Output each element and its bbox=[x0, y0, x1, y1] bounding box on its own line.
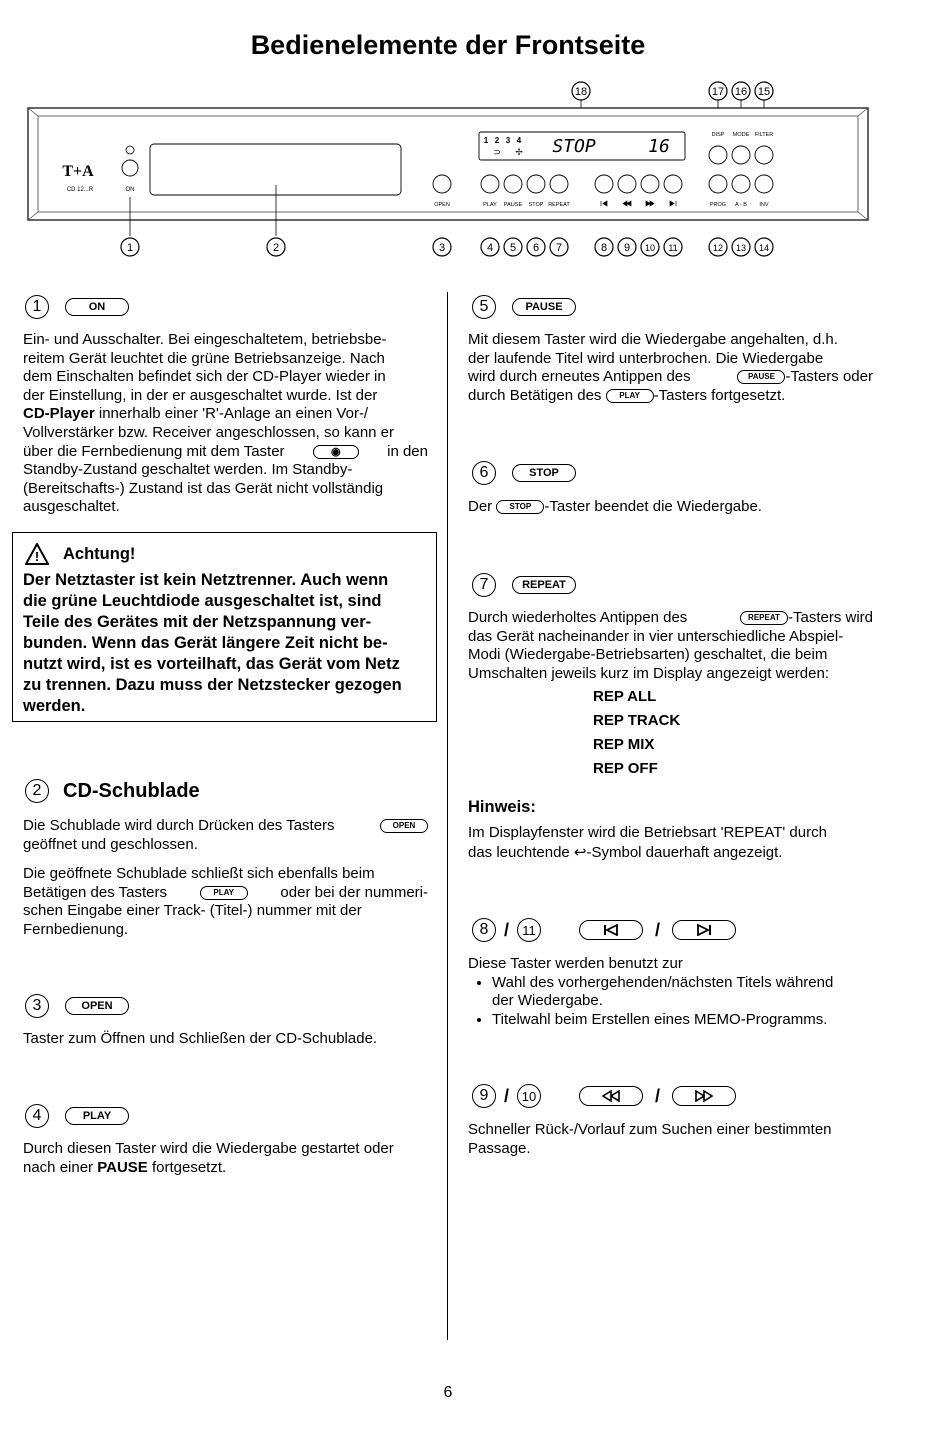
section-8-11-text: Diese Taster werden benutzt zur • Wahl des vorhergehenden/nächsten Titels während der Wiedergabe. • Titelwahl beim Erstellen eines MEMO-Programms. bbox=[468, 955, 873, 1029]
repeat-button-icon: REPEAT bbox=[512, 576, 576, 594]
repeat-button-icon: REPEAT bbox=[740, 611, 788, 625]
callout-18: 18 bbox=[574, 86, 588, 98]
section-number: 4 bbox=[25, 1104, 49, 1128]
warning-title: Achtung! bbox=[63, 544, 136, 563]
repeat-mode: REP MIX bbox=[593, 736, 655, 753]
section-2-header bbox=[25, 779, 200, 803]
section-number: 3 bbox=[25, 994, 49, 1018]
mix-symbol-icon: ✢ bbox=[515, 148, 523, 158]
bullet-item: • Wahl des vorhergehenden/nächsten Titels während der Wiedergabe. bbox=[492, 974, 873, 1011]
repeat-mode: REP TRACK bbox=[593, 712, 681, 729]
section-9-10-header: 9 / 10 / bbox=[472, 1084, 736, 1108]
section-number: 11 bbox=[517, 918, 541, 942]
warning-triangle-icon bbox=[25, 543, 49, 565]
display-num-1: 1 bbox=[483, 136, 489, 145]
repeat-mode: REP ALL bbox=[593, 688, 657, 705]
standby-button-icon: ◉ bbox=[313, 445, 359, 459]
repeat-label: REPEAT bbox=[548, 202, 570, 208]
repeat-modes-list bbox=[593, 685, 680, 781]
section-4-header bbox=[25, 1104, 129, 1128]
filter-label: FILTER bbox=[754, 132, 774, 138]
section-number: 2 bbox=[25, 779, 49, 803]
warning-text: Der Netztaster ist kein Netztrenner. Auch wenn die grüne Leuchtdiode ausgeschaltet ist, sind Teile des Gerätes mit der Netzspannung ver- bunden. Wenn das Gerät längere Zeit nicht be- nutzt wird, ist es vorteilhaft, das Gerät vom Netz zu trennen. Dazu muss der Netzstecker gezogen werden. bbox=[23, 571, 402, 715]
hint-title: Hinweis: bbox=[468, 798, 536, 816]
prog-label: PROG bbox=[709, 202, 727, 208]
callout-16: 16 bbox=[734, 86, 748, 98]
play-button-icon: PLAY bbox=[200, 886, 248, 900]
repeat-mode: REP OFF bbox=[593, 760, 658, 777]
callout-5: 5 bbox=[509, 242, 517, 254]
callout-14: 14 bbox=[758, 243, 770, 253]
callout-4: 4 bbox=[486, 242, 494, 254]
section-8-11-header: 8 / 11 / bbox=[472, 918, 736, 942]
callout-1: 1 bbox=[126, 242, 134, 254]
section-number: 9 bbox=[472, 1084, 496, 1108]
section-6-text: Der STOP -Taster beendet die Wiedergabe. bbox=[468, 498, 762, 515]
disp-label: DISP bbox=[711, 132, 725, 138]
skip-back-button-icon bbox=[579, 920, 643, 940]
section-number: 5 bbox=[472, 295, 496, 319]
pause-label: PAUSE bbox=[503, 202, 523, 208]
section-number: 10 bbox=[517, 1084, 541, 1108]
repeat-arrow-icon: ↩ bbox=[573, 842, 587, 861]
open-button-icon: OPEN bbox=[65, 997, 129, 1015]
display-num-2: 2 bbox=[494, 136, 500, 145]
page-number: 6 bbox=[443, 1384, 453, 1401]
display-num-3: 3 bbox=[505, 136, 511, 145]
callout-15: 15 bbox=[757, 86, 771, 98]
warning-box bbox=[12, 532, 437, 722]
rewind-button-icon bbox=[579, 1086, 643, 1106]
section-1-text: Ein- und Ausschalter. Bei eingeschaltetem, betriebsbe- reitem Gerät leuchtet die grüne Betriebsanzeige. Nach dem Einschalten befindet sich der CD-Player wieder in der Einstellung, in der er ausgeschaltet wurde. Ist der CD-Player innerhalb einer 'R'-Anlage an einen Vor-/ Vollverstärker bzw. Receiver angeschlossen, so kann er über die Fernbedienung mit dem Taster ◉ in den Standby-Zustand geschaltet werden. Im Standby- (Bereitschafts-) Zustand ist das Gerät nicht vollständig ausgeschaltet. bbox=[23, 331, 428, 516]
display-num-4: 4 bbox=[516, 136, 522, 145]
on-button-icon: ON bbox=[65, 298, 129, 316]
svg-text:!: ! bbox=[34, 549, 40, 564]
section-9-10-text: Schneller Rück-/Vorlauf zum Suchen einer bestimmten Passage. bbox=[468, 1121, 832, 1157]
device-front-panel-diagram bbox=[0, 75, 950, 265]
inv-label: INV bbox=[759, 202, 769, 208]
callout-13: 13 bbox=[735, 243, 747, 253]
section-heading: CD-Schublade bbox=[63, 779, 200, 802]
model-label: CD 12...R bbox=[66, 187, 94, 193]
ab-label: A - B bbox=[735, 202, 747, 208]
display-track: 16 bbox=[648, 136, 670, 157]
section-1-header bbox=[25, 295, 129, 319]
callout-6: 6 bbox=[532, 242, 540, 254]
section-2-text: Die Schublade wird durch Drücken des Tasters OPEN geöffnet und geschlossen. Die geöffnete Schublade schließt sich ebenfalls beim Betätigen des Tasters PLAY oder bei der nummeri- schen Eingabe einer Track- (Titel-) nummer mit der Fernbedienung. bbox=[23, 817, 428, 938]
section-number: 7 bbox=[472, 573, 496, 597]
section-5-header bbox=[472, 295, 576, 319]
stop-button-icon: STOP bbox=[512, 464, 576, 482]
section-5-text: Mit diesem Taster wird die Wiedergabe angehalten, d.h. der laufende Titel wird unterbrochen. Die Wiedergabe wird durch erneutes Antippen des PAUSE -Tasters oder durch Betätigen des PLAY -Tasters fortgesetzt. bbox=[468, 331, 873, 404]
play-button-icon: PLAY bbox=[65, 1107, 129, 1125]
section-number: 6 bbox=[472, 461, 496, 485]
section-number: 8 bbox=[472, 918, 496, 942]
play-label: PLAY bbox=[483, 202, 497, 208]
page-title: Bedienelemente der Frontseite bbox=[250, 30, 646, 60]
pause-button-icon: PAUSE bbox=[512, 298, 576, 316]
open-button-icon: OPEN bbox=[380, 819, 428, 833]
callout-10: 10 bbox=[644, 243, 656, 253]
mode-label: MODE bbox=[732, 132, 750, 138]
repeat-symbol-icon: ⊃ bbox=[493, 148, 501, 158]
callout-7: 7 bbox=[555, 242, 563, 254]
callout-2: 2 bbox=[272, 242, 280, 254]
skip-forward-button-icon bbox=[672, 920, 736, 940]
fast-forward-button-icon bbox=[672, 1086, 736, 1106]
on-label: ON bbox=[125, 187, 135, 193]
open-label: OPEN bbox=[434, 202, 450, 208]
section-3-text: Taster zum Öffnen und Schließen der CD-Schublade. bbox=[23, 1030, 378, 1047]
callout-17: 17 bbox=[711, 86, 725, 98]
section-3-header bbox=[25, 994, 129, 1018]
callout-9: 9 bbox=[623, 242, 631, 254]
brand-logo: T+A bbox=[62, 163, 94, 180]
section-number: 1 bbox=[25, 295, 49, 319]
stop-button-icon: STOP bbox=[496, 500, 544, 514]
bullet-item: • Titelwahl beim Erstellen eines MEMO-Programms. bbox=[492, 1011, 873, 1030]
section-4-text: Durch diesen Taster wird die Wiedergabe gestartet oder nach einer PAUSE fortgesetzt. bbox=[23, 1140, 394, 1176]
callout-8: 8 bbox=[600, 242, 608, 254]
section-7-text: Durch wiederholtes Antippen des REPEAT -Tasters wird das Gerät nacheinander in vier unterschiedliche Abspiel- Modi (Wiedergabe-Betriebsarten) geschaltet, die beim Umschalten jeweils kurz im Display angezeigt werden: bbox=[468, 609, 873, 682]
display-status: STOP bbox=[552, 136, 596, 157]
section-6-header bbox=[472, 461, 576, 485]
pause-button-icon: PAUSE bbox=[737, 370, 785, 384]
section-7-header bbox=[472, 573, 576, 597]
hint-text: Im Displayfenster wird die Betriebsart 'REPEAT' durch das leuchtende ↩-Symbol dauerhaft angezeigt. bbox=[468, 824, 827, 861]
callout-12: 12 bbox=[712, 243, 724, 253]
stop-label: STOP bbox=[528, 202, 544, 208]
play-button-icon: PLAY bbox=[606, 389, 654, 403]
callout-3: 3 bbox=[438, 242, 446, 254]
callout-11: 11 bbox=[668, 243, 678, 253]
column-divider bbox=[447, 292, 448, 1340]
